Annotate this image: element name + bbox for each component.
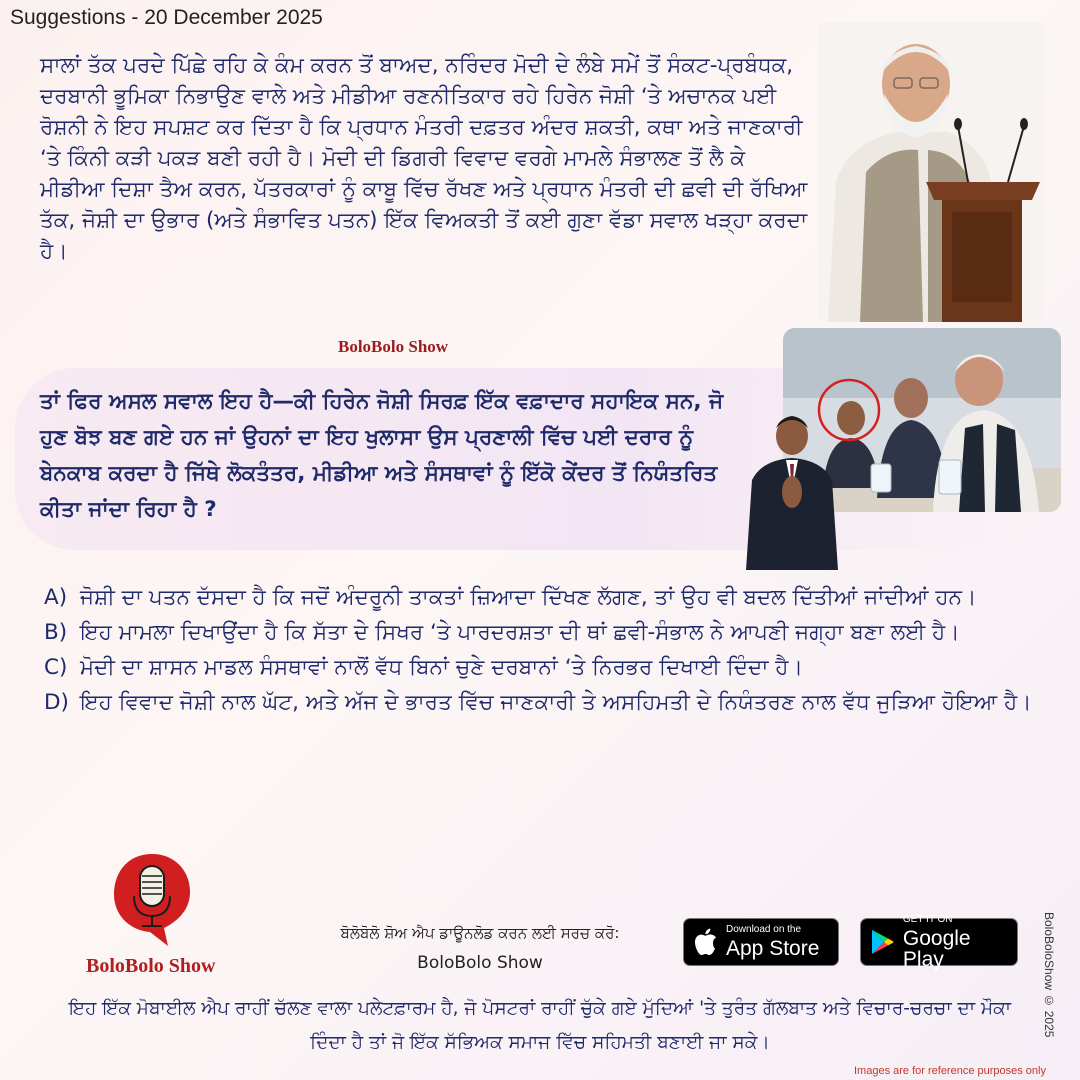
brand-watermark: BoloBolo Show [338,337,449,356]
google-play-small-label: GET IT ON [902,913,953,925]
option-text: ਇਹ ਮਾਮਲਾ ਦਿਖਾਉਂਦਾ ਹੈ ਕਿ ਸੱਤਾ ਦੇ ਸਿਖਰ ‘ਤੇ ਪਾਰਦਰਸ਼ਤਾ ਦੀ ਥਾਂ ਛਵੀ-ਸੰਭਾਲ ਨੇ ਆਪਣੀ ਜਗ੍ਹਾ ਬਣਾ ਲਈ ਹੈ। [80,620,960,645]
google-play-label: Google Play [902,926,971,971]
option-letter: A) [44,585,68,610]
option-text: ਮੋਦੀ ਦਾ ਸ਼ਾਸਨ ਮਾਡਲ ਸੰਸਥਾਵਾਂ ਨਾਲੋਂ ਵੱਧ ਬਿਨਾਂ ਚੁਣੇ ਦਰਬਾਨਾਂ ‘ਤੇ ਨਿਰਭਰ ਦਿਖਾਈ ਦਿੰਦਾ ਹੈ। [80,655,803,680]
footer-description: ਇਹ ਇੱਕ ਮੋਬਾਈਲ ਐਪ ਰਾਹੀਂ ਚੱਲਣ ਵਾਲਾ ਪਲੇਟਫ਼ਾਰਮ ਹੈ, ਜੋ ਪੋਸਟਰਾਂ ਰਾਹੀਂ ਚੁੱਕੇ ਗਏ ਮੁੱਦਿਆਂ 'ਤੇ ਤੁਰੰਤ ਗੱਲਬਾਤ ਅਤੇ ਵਿਚਾਰ-ਚਰਚਾ ਦਾ ਮੌਕਾ ਦਿੰਦਾ ਹੈ ਤਾਂ ਜੋ ਇੱਕ ਸੱਭਿਅਕ ਸਮਾਜ ਵਿੱਚ ਸਹਿਮਤੀ ਬਣਾਈ ਜਾ ਸਕੇ। [68,998,1012,1053]
copyright-notice: BoloBoloShow © 2025 [1042,912,1056,1038]
option-letter: C) [44,655,68,680]
option-a [44,580,1044,615]
app-name: BoloBolo Show [417,953,543,973]
app-store-button[interactable] [683,918,839,966]
person-photo [742,410,842,570]
image-disclaimer: Images are for reference purposes only [854,1065,1046,1077]
option-b [44,615,1044,650]
app-store-label: App Store [726,937,820,960]
download-prompt [290,918,670,978]
microphone-icon [110,850,194,950]
option-letter: B) [44,620,68,645]
option-text: ਜੋਸ਼ੀ ਦਾ ਪਤਨ ਦੱਸਦਾ ਹੈ ਕਿ ਜਦੋਂ ਅੰਦਰੂਨੀ ਤਾਕਤਾਂ ਜ਼ਿਆਦਾ ਦਿੱਖਣ ਲੱਗਣ, ਤਾਂ ਉਹ ਵੀ ਬਦਲ ਦਿੱਤੀਆਂ ਜਾਂਦੀਆਂ ਹਨ। [80,585,977,610]
option-text: ਇਹ ਵਿਵਾਦ ਜੋਸ਼ੀ ਨਾਲ ਘੱਟ, ਅਤੇ ਅੱਜ ਦੇ ਭਾਰਤ ਵਿੱਚ ਜਾਣਕਾਰੀ ਤੇ ਅਸਹਿਮਤੀ ਦੇ ਨਿਯੰਤਰਣ ਨਾਲ ਵੱਧ ਜੁੜਿਆ ਹੋਇਆ ਹੈ। [80,690,1032,715]
app-store-small-label: Download on the [726,924,802,935]
option-d [44,685,1044,720]
google-play-button[interactable] [860,913,1018,971]
option-letter: D) [44,690,69,715]
download-instruction: ਬੋਲੋਬੋਲੋ ਸ਼ੋਅ ਐਪ ਡਾਊਨਲੋਡ ਕਰਨ ਲਈ ਸਰਚ ਕਰੋ: [340,924,620,942]
brand-logo-text: BoloBolo Show [86,955,216,977]
option-c [44,650,1044,685]
speaker-photo [818,22,1044,322]
apple-icon [684,918,726,966]
google-play-icon [861,918,903,966]
intro-paragraph: ਸਾਲਾਂ ਤੱਕ ਪਰਦੇ ਪਿੱਛੇ ਰਹਿ ਕੇ ਕੰਮ ਕਰਨ ਤੋਂ ਬਾਅਦ, ਨਰਿੰਦਰ ਮੋਦੀ ਦੇ ਲੰਬੇ ਸਮੇਂ ਤੋਂ ਸੰਕਟ-ਪ੍ਰਬੰਧਕ, ਦਰਬਾਨੀ ਭੂਮਿਕਾ ਨਿਭਾਉਣ ਵਾਲੇ ਅਤੇ ਮੀਡੀਆ ਰਣਨੀਤਿਕਾਰ ਰਹੇ ਹਿਰੇਨ ਜੋਸ਼ੀ ‘ਤੇ ਅਚਾਨਕ ਪਈ ਰੋਸ਼ਨੀ ਨੇ ਇਹ ਸਪਸ਼ਟ ਕਰ ਦਿੱਤਾ ਹੈ ਕਿ ਪ੍ਰਧਾਨ ਮੰਤਰੀ ਦਫ਼ਤਰ ਅੰਦਰ ਸ਼ਕਤੀ, ਕਥਾ ਅਤੇ ਜਾਣਕਾਰੀ ‘ਤੇ ਕਿੰਨੀ ਕੜੀ ਪਕੜ ਬਣੀ ਰਹੀ ਹੈ। ਮੋਦੀ ਦੀ ਡਿਗਰੀ ਵਿਵਾਦ ਵਰਗੇ ਮਾਮਲੇ ਸੰਭਾਲਣ ਤੋਂ ਲੈ ਕੇ ਮੀਡੀਆ ਦਿਸ਼ਾ ਤੈਅ ਕਰਨ, ਪੱਤਰਕਾਰਾਂ ਨੂੰ ਕਾਬੂ ਵਿੱਚ ਰੱਖਣ ਅਤੇ ਪ੍ਰਧਾਨ ਮੰਤਰੀ ਦੀ ਛਵੀ ਦੀ ਰੱਖਿਆ ਤੱਕ, ਜੋਸ਼ੀ ਦਾ ਉਭਾਰ (ਅਤੇ ਸੰਭਾਵਿਤ ਪਤਨ) ਇੱਕ ਵਿਅਕਤੀ ਤੋਂ ਕਈ ਗੁਣਾ ਵੱਡਾ ਸਵਾਲ ਖੜ੍ਹਾ ਕਰਦਾ ਹੈ। [40,53,808,264]
question-text: ਤਾਂ ਫਿਰ ਅਸਲ ਸਵਾਲ ਇਹ ਹੈ—ਕੀ ਹਿਰੇਨ ਜੋਸ਼ੀ ਸਿਰਫ਼ ਇੱਕ ਵਫ਼ਾਦਾਰ ਸਹਾਇਕ ਸਨ, ਜੋ ਹੁਣ ਬੋਝ ਬਣ ਗਏ ਹਨ ਜਾਂ ਉਹਨਾਂ ਦਾ ਇਹ ਖੁਲਾਸਾ ਉਸ ਪ੍ਰਣਾਲੀ ਵਿੱਚ ਪਈ ਦਰਾਰ ਨੂੰ ਬੇਨਕਾਬ ਕਰਦਾ ਹੈ ਜਿੱਥੇ ਲੋਕਤੰਤਰ, ਮੀਡੀਆ ਅਤੇ ਸੰਸਥਾਵਾਂ ਨੂੰ ਇੱਕੋ ਕੇਂਦਰ ਤੋਂ ਨਿਯੰਤਰਿਤ ਕੀਤਾ ਜਾਂਦਾ ਰਿਹਾ ਹੈ ? [40,389,724,522]
page-header: Suggestions - 20 December 2025 [10,6,323,29]
options-list [44,580,1044,720]
